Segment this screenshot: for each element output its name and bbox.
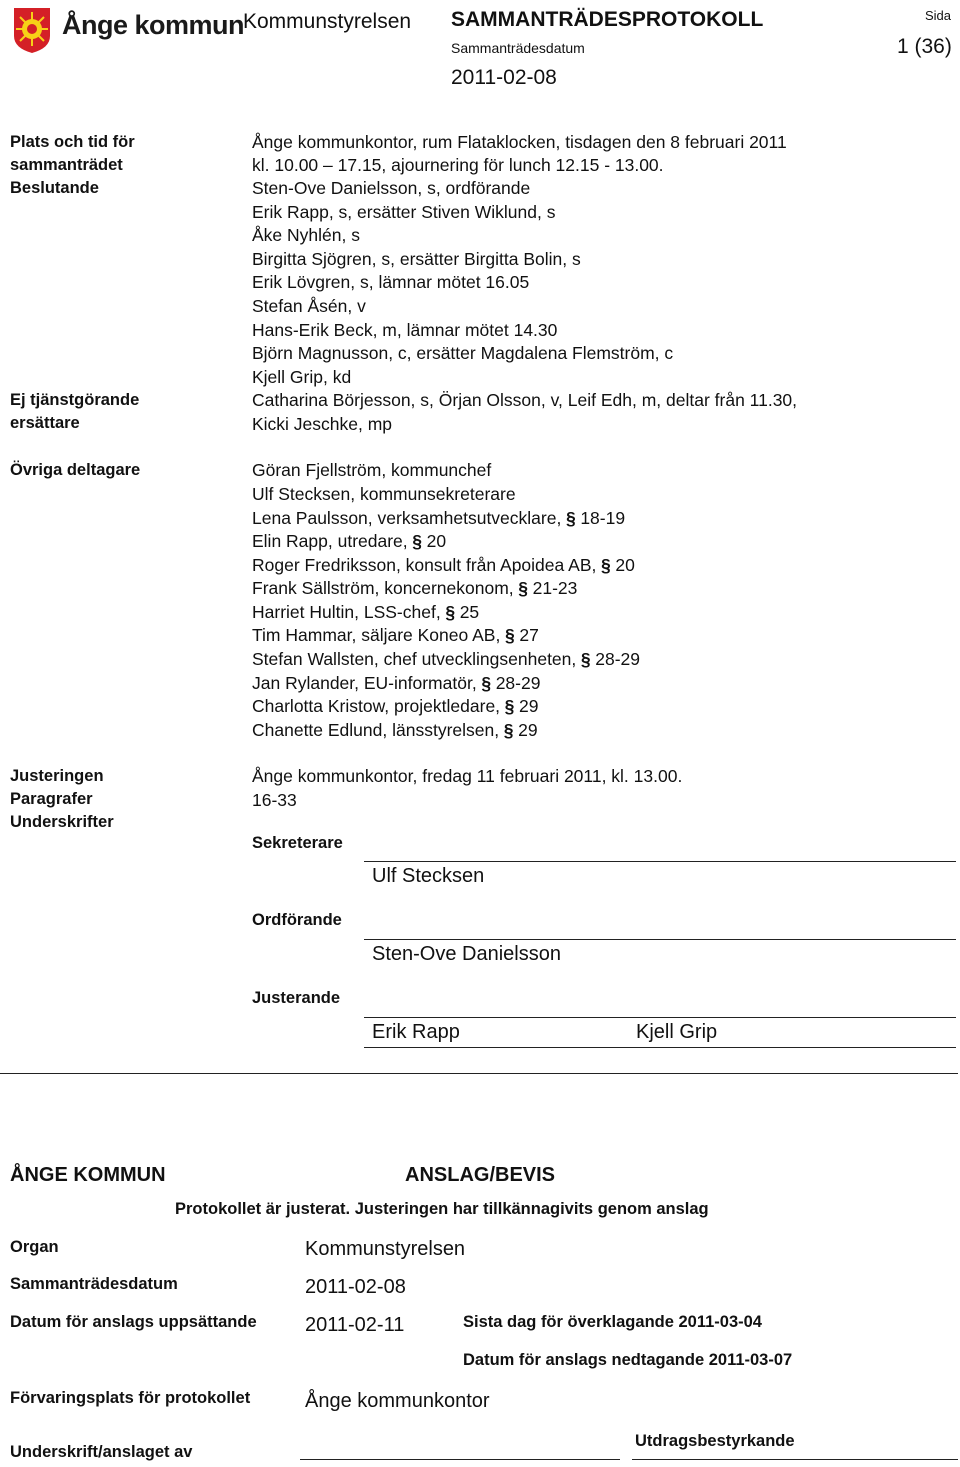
- paragraph-symbol: §: [565, 508, 576, 528]
- organ-name: Kommunstyrelsen: [243, 10, 412, 33]
- deciding-member: Birgitta Sjögren, s, ersätter Birgitta Bolin, s: [252, 249, 581, 269]
- section-divider: [0, 1073, 958, 1074]
- label-place-time-line2: sammanträdet: [10, 156, 123, 174]
- signature-line: [364, 1047, 956, 1048]
- signature-line: [364, 939, 956, 940]
- anslag-appeal-deadline: Sista dag för överklagande 2011-03-04: [463, 1313, 762, 1331]
- participant-text: Stefan Wallsten, chef utvecklingsenheten,: [252, 649, 577, 669]
- participant-paragraph: 27: [519, 625, 539, 645]
- participant-text: Charlotta Kristow, projektledare,: [252, 696, 501, 716]
- chair-name: Sten-Ove Danielsson: [372, 943, 561, 965]
- substitute-line: Catharina Börjesson, s, Örjan Olsson, v, Leif Edh, m, deltar från 11.30,: [252, 390, 798, 410]
- secretary-name: Ulf Stecksen: [372, 865, 485, 887]
- paragraph-symbol: §: [504, 625, 515, 645]
- page-label: Sida: [925, 8, 952, 23]
- anslag-posted: 2011-02-11: [305, 1314, 405, 1336]
- label-substitutes-line2: ersättare: [10, 414, 80, 432]
- participant-paragraph: 28-29: [495, 673, 541, 693]
- anslag-title: ANSLAG/BEVIS: [405, 1164, 556, 1186]
- deciding-member: Erik Lövgren, s, lämnar mötet 16.05: [252, 272, 530, 292]
- anslag-storage-label: Förvaringsplats för protokollet: [10, 1389, 251, 1407]
- anslag-organ: Kommunstyrelsen: [305, 1238, 466, 1260]
- participant-row: [252, 624, 539, 647]
- page-number: 1 (36): [897, 35, 952, 58]
- label-substitutes-line1: Ej tjänstgörande: [10, 391, 140, 409]
- participant-paragraph: 20: [615, 555, 635, 575]
- anslag-brand: ÅNGE KOMMUN: [10, 1164, 166, 1186]
- paragraph-symbol: §: [481, 673, 492, 693]
- participant-paragraph: 29: [518, 720, 538, 740]
- participant-row: [252, 648, 640, 671]
- anslag-posted-label: Datum för anslags uppsättande: [10, 1313, 257, 1331]
- participant-row: [252, 719, 538, 742]
- participant-row: [252, 577, 577, 600]
- place-time-line: kl. 10.00 – 17.15, ajournering för lunch 12.15 - 13.00.: [252, 155, 664, 175]
- participant-text: Göran Fjellström, kommunchef: [252, 460, 492, 480]
- label-others: Övriga deltagare: [10, 461, 141, 479]
- participant-paragraph: 29: [519, 696, 539, 716]
- paragraph-symbol: §: [445, 602, 456, 622]
- chair-label: Ordförande: [252, 911, 342, 929]
- signature-line: [632, 1459, 958, 1460]
- participant-row: [252, 507, 625, 530]
- ange-kommun-logo: [12, 6, 52, 54]
- participant-row: [252, 672, 540, 695]
- adjuster-label: Justerande: [252, 989, 341, 1007]
- participant-row: [252, 554, 635, 577]
- document-title: SAMMANTRÄDESPROTOKOLL: [451, 8, 764, 31]
- signature-line: [300, 1459, 620, 1460]
- participant-text: Tim Hammar, säljare Koneo AB,: [252, 625, 501, 645]
- signature-line: [364, 861, 956, 862]
- meeting-date-label: Sammanträdesdatum: [451, 40, 585, 56]
- participant-row: [252, 601, 479, 624]
- participant-row: [252, 695, 539, 718]
- participant-paragraph: 18-19: [580, 508, 626, 528]
- deciding-member: Stefan Åsén, v: [252, 296, 366, 316]
- place-time-line: Ånge kommunkontor, rum Flataklocken, tisdagen den 8 februari 2011: [252, 132, 787, 152]
- participant-text: Roger Fredriksson, konsult från Apoidea AB,: [252, 555, 597, 575]
- adjuster-name-1: Erik Rapp: [372, 1021, 460, 1043]
- anslag-date-label: Sammanträdesdatum: [10, 1275, 178, 1293]
- label-place-time: [10, 131, 135, 177]
- deciding-member: Björn Magnusson, c, ersätter Magdalena Flemström, c: [252, 343, 674, 363]
- adjustment-text: Ånge kommunkontor, fredag 11 februari 2011, kl. 13.00.: [252, 766, 683, 786]
- participant-text: Chanette Edlund, länsstyrelsen,: [252, 720, 500, 740]
- paragraph-symbol: §: [412, 531, 423, 551]
- participant-row: [252, 483, 516, 506]
- deciding-member: Åke Nyhlén, s: [252, 225, 360, 245]
- deciding-member: Kjell Grip, kd: [252, 367, 352, 387]
- paragraph-symbol: §: [518, 578, 528, 598]
- anslag-organ-label: Organ: [10, 1238, 59, 1256]
- anslag-subtitle: Protokollet är justerat. Justeringen har tillkännagivits genom anslag: [175, 1200, 709, 1218]
- paragraph-symbol: §: [600, 555, 611, 575]
- participant-text: Harriet Hultin, LSS-chef,: [252, 602, 441, 622]
- label-paragraphs: Paragrafer: [10, 790, 93, 808]
- participant-text: Lena Paulsson, verksamhetsutvecklare,: [252, 508, 562, 528]
- participant-paragraph: 21-23: [532, 578, 578, 598]
- participant-text: Jan Rylander, EU-informatör,: [252, 673, 477, 693]
- paragraph-symbol: §: [580, 649, 591, 669]
- participant-text: Frank Sällström, koncernekonom,: [252, 578, 514, 598]
- meeting-date: 2011-02-08: [451, 66, 557, 89]
- substitute-line: Kicki Jeschke, mp: [252, 414, 393, 434]
- label-substitutes: [10, 389, 139, 435]
- anslag-extract-label: Utdragsbestyrkande: [635, 1432, 795, 1450]
- participant-paragraph: 25: [459, 602, 480, 622]
- participant-row: [252, 530, 446, 553]
- participant-row: [252, 459, 491, 482]
- paragraphs-text: 16-33: [252, 790, 297, 810]
- anslag-removed: Datum för anslags nedtagande 2011-03-07: [463, 1351, 793, 1369]
- participant-paragraph: 28-29: [595, 649, 641, 669]
- adjuster-name-2: Kjell Grip: [636, 1021, 718, 1043]
- label-deciding: Beslutande: [10, 179, 99, 197]
- label-signatures: Underskrifter: [10, 813, 114, 831]
- label-adjustment: Justeringen: [10, 767, 104, 785]
- anslag-storage: Ånge kommunkontor: [305, 1390, 490, 1412]
- signature-line: [364, 1017, 956, 1018]
- anslag-date: 2011-02-08: [305, 1276, 406, 1298]
- secretary-label: Sekreterare: [252, 834, 343, 852]
- paragraph-symbol: §: [504, 696, 515, 716]
- participant-text: Ulf Stecksen, kommunsekreterare: [252, 484, 516, 504]
- participant-paragraph: 20: [426, 531, 447, 551]
- label-place-time-line1: Plats och tid för: [10, 133, 135, 151]
- deciding-member: Erik Rapp, s, ersätter Stiven Wiklund, s: [252, 202, 556, 222]
- participant-text: Elin Rapp, utredare,: [252, 531, 408, 551]
- deciding-member: Sten-Ove Danielsson, s, ordförande: [252, 178, 531, 198]
- anslag-signature-label: Underskrift/anslaget av: [10, 1443, 193, 1461]
- brand-name: Ånge kommun: [62, 10, 245, 40]
- paragraph-symbol: §: [503, 720, 514, 740]
- deciding-member: Hans-Erik Beck, m, lämnar mötet 14.30: [252, 320, 558, 340]
